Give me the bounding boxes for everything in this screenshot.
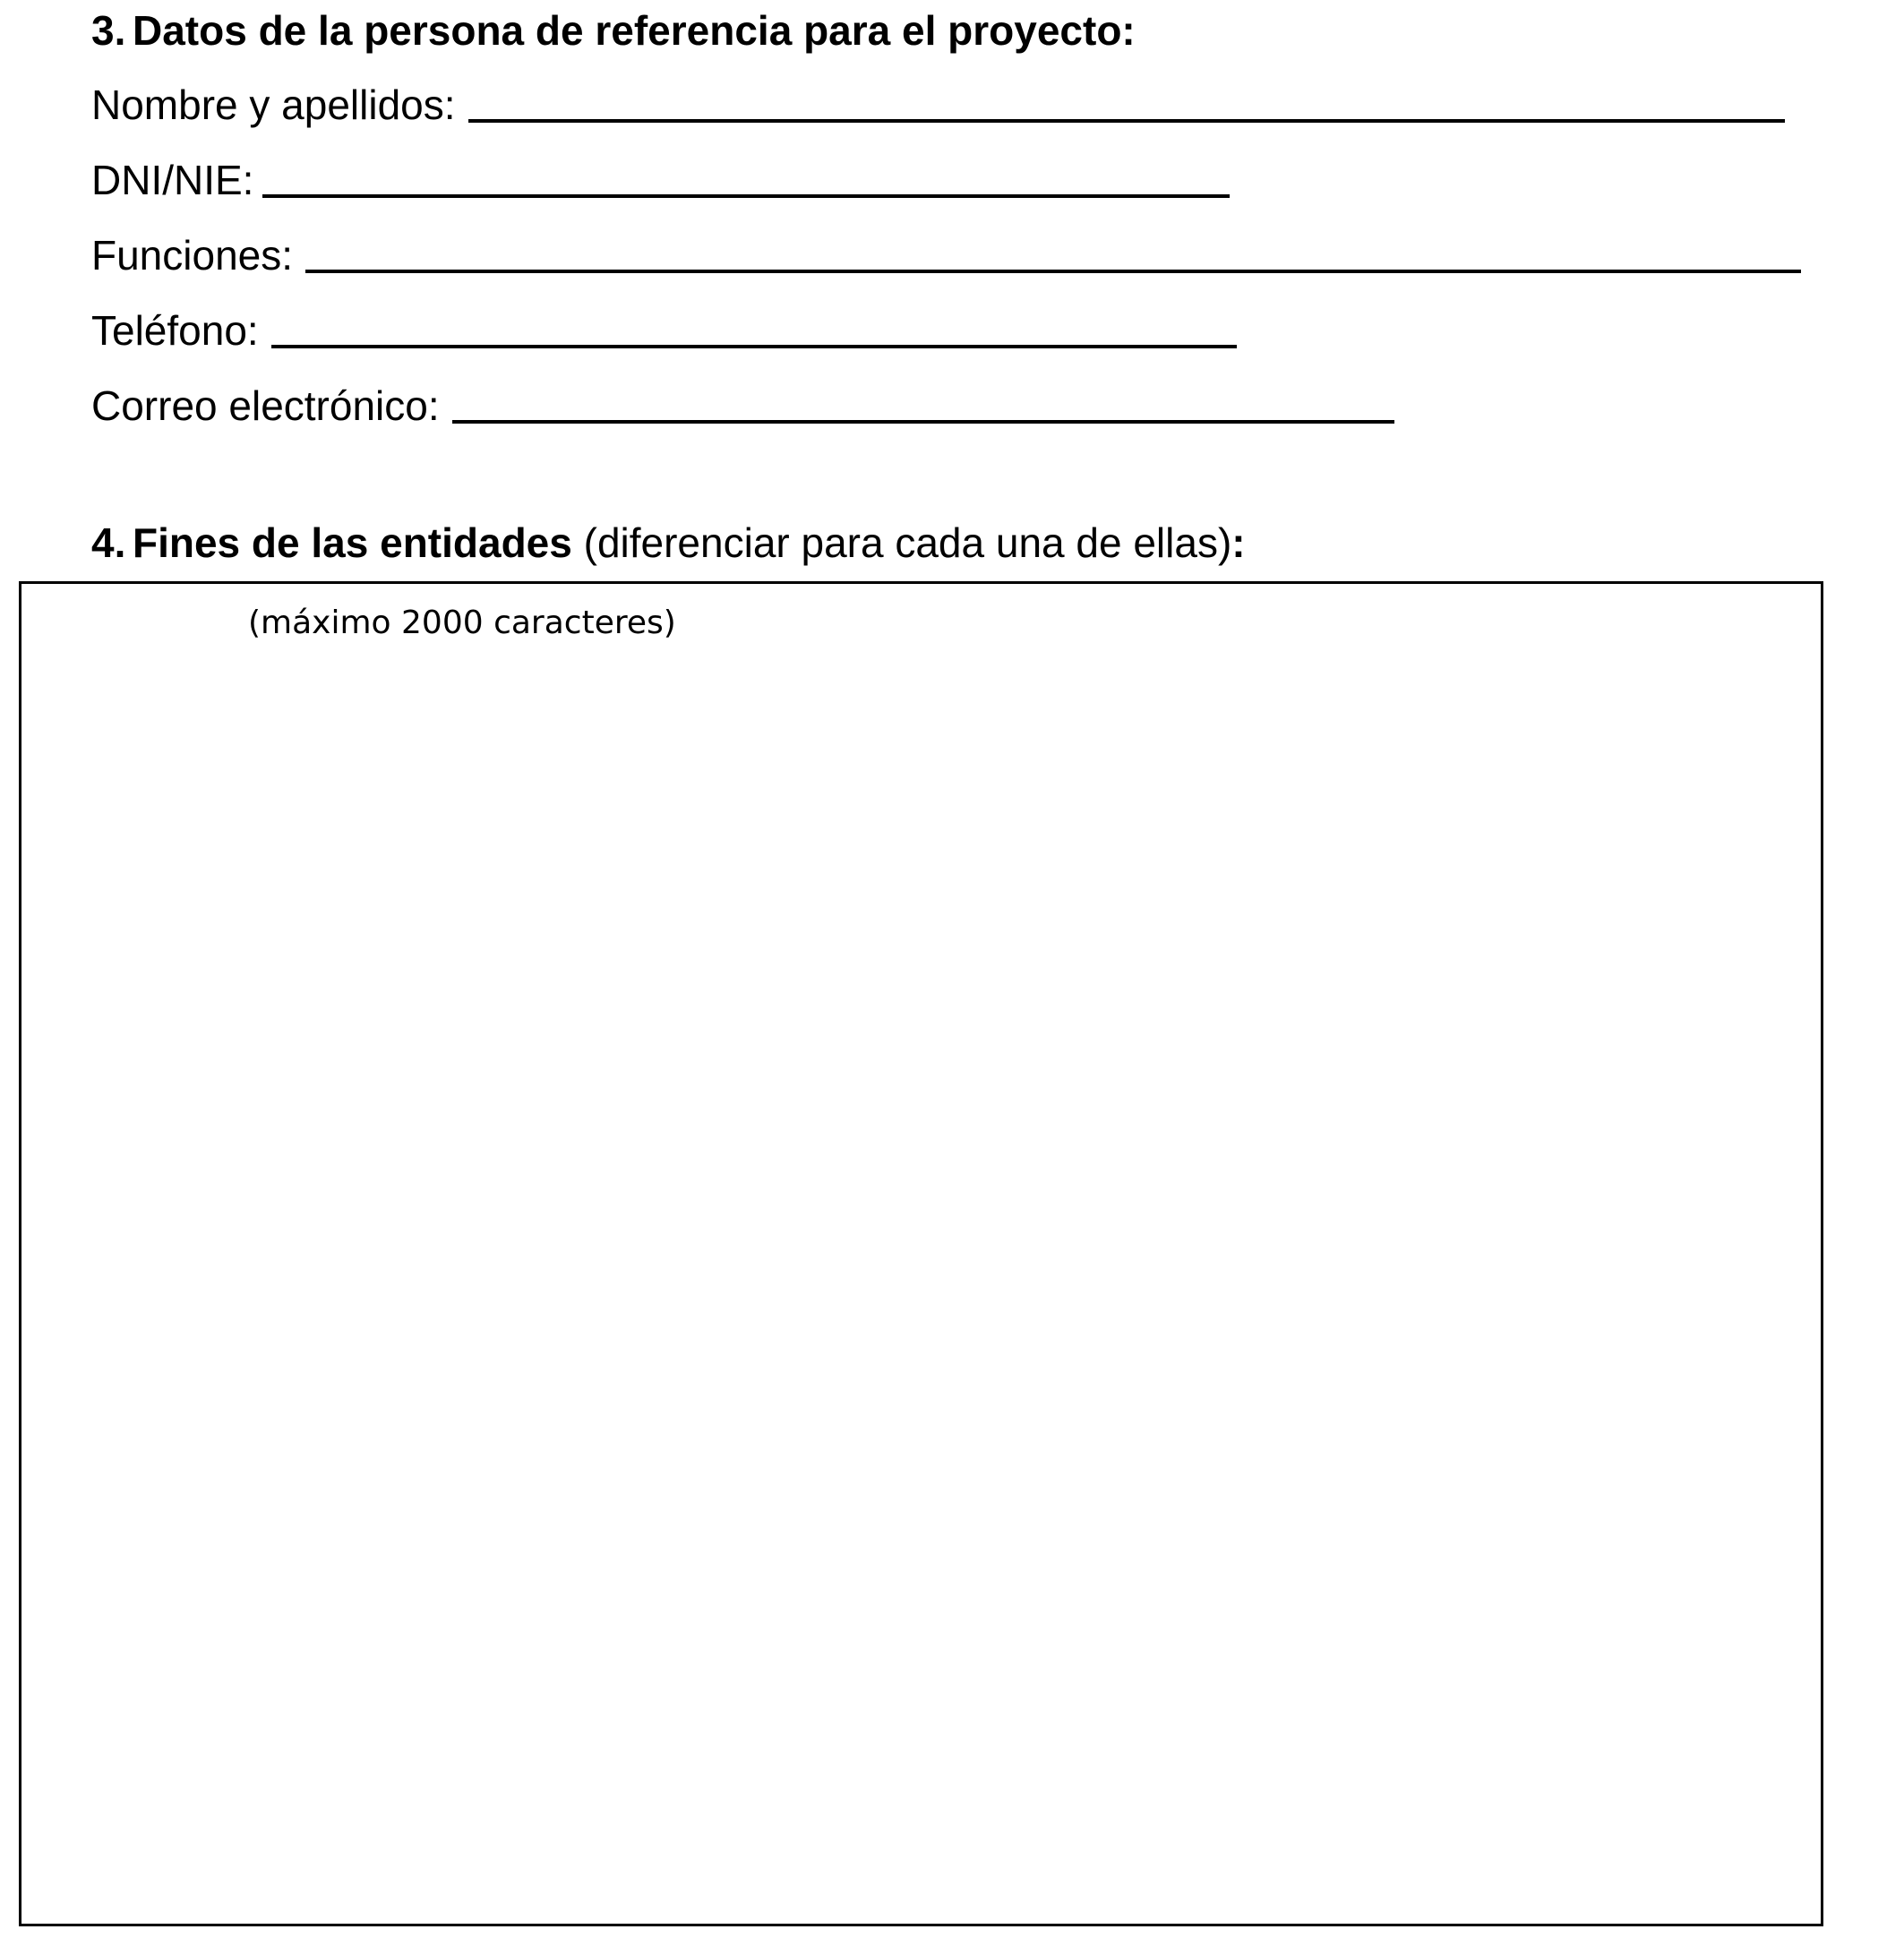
dni-nie-label: DNI/NIE:: [91, 157, 254, 203]
telefono-row: [91, 305, 1237, 356]
funciones-row: [91, 230, 1801, 280]
dni-nie-field[interactable]: [262, 194, 1230, 198]
correo-electronico-field[interactable]: [452, 420, 1394, 424]
section-3-title: Datos de la persona de referencia para el proyecto:: [133, 7, 1136, 54]
nombre-apellidos-row: [91, 80, 1785, 130]
section-4-note: (diferenciar para cada una de ellas): [571, 519, 1232, 566]
section-4-title: Fines de las entidades: [133, 519, 572, 566]
nombre-apellidos-field[interactable]: [468, 119, 1785, 123]
section-4-heading: [91, 518, 1246, 568]
funciones-label: Funciones:: [91, 232, 294, 279]
fines-entidades-textbox[interactable]: [19, 581, 1823, 1926]
section-4-number: 4.: [91, 519, 126, 566]
dni-nie-row: [91, 155, 1230, 205]
funciones-field[interactable]: [305, 270, 1801, 273]
telefono-label: Teléfono:: [91, 307, 259, 354]
correo-electronico-label: Correo electrónico:: [91, 382, 440, 429]
section-3-number: 3.: [91, 7, 126, 54]
section-4-colon: :: [1231, 519, 1246, 566]
nombre-apellidos-label: Nombre y apellidos:: [91, 81, 456, 128]
section-3-heading: [91, 5, 1136, 56]
correo-electronico-row: [91, 381, 1394, 431]
telefono-field[interactable]: [271, 345, 1237, 348]
max-characters-hint: (máximo 2000 caracteres): [248, 605, 676, 641]
